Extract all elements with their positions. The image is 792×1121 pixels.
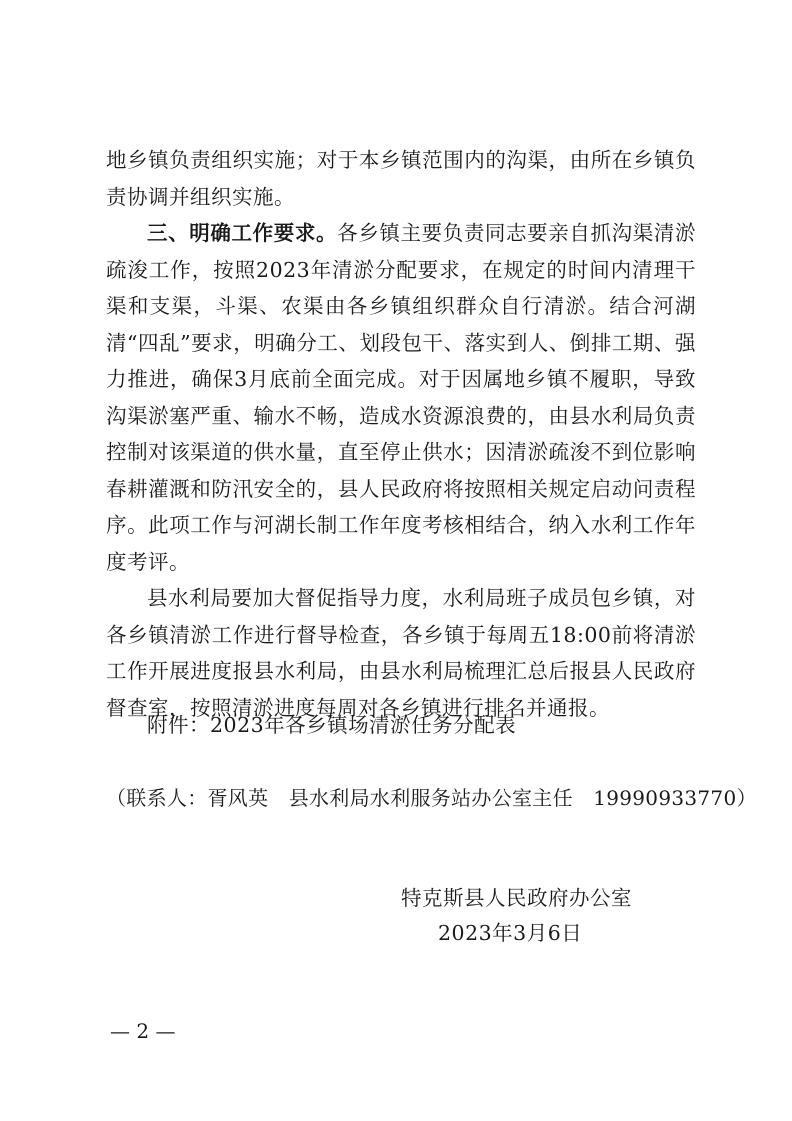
paragraph-work-requirements bbox=[106, 215, 696, 580]
section-heading: 三、明确工作要求。 bbox=[147, 221, 338, 245]
paragraph-supervision: 县水利局要加大督促指导力度，水利局班子成员包乡镇，对各乡镇清淤工作进行督导检查，各乡镇于每周五18:00前将清淤工作开展进度报县水利局，由县水利局梳理汇总后报县人民政府督查室，按照清淤进度每周对各乡镇进行排名并通报。 bbox=[106, 586, 696, 720]
contact-line: （联系人：胥风英 县水利局水利服务站办公室主任 19990933770） bbox=[106, 786, 757, 810]
document-body bbox=[106, 142, 696, 726]
signature-org: 特克斯县人民政府办公室 bbox=[401, 886, 632, 910]
section-body: 各乡镇主要负责同志要亲自抓沟渠清淤疏浚工作，按照2023年清淤分配要求，在规定的时间内清理干渠和支渠，斗渠、农渠由各乡镇组织群众自行清淤。结合河湖清“四乱”要求，明确分工、划段包干、落实到人、倒排工期、强力推进，确保3月底前全面完成。对于因属地乡镇不履职，导致沟渠淤塞严重、输水不畅，造成水资源浪费的，由县水利局负责控制对该渠道的供水量，直至停止供水；因清淤疏浚不到位影响春耕灌溉和防汛安全的，县人民政府将按照相关规定启动问责程序。此项工作与河湖长制工作年度考核相结合，纳入水利工作年度考评。 bbox=[106, 221, 697, 574]
paragraph-continuation: 地乡镇负责组织实施；对于本乡镇范围内的沟渠，由所在乡镇负责协调并组织实施。 bbox=[106, 148, 696, 209]
signature-date: 2023年3月6日 bbox=[438, 921, 583, 945]
attachment-line: 附件：2023年各乡镇场清淤任务分配表 bbox=[147, 713, 517, 737]
page-number: — 2 — bbox=[110, 1019, 176, 1043]
